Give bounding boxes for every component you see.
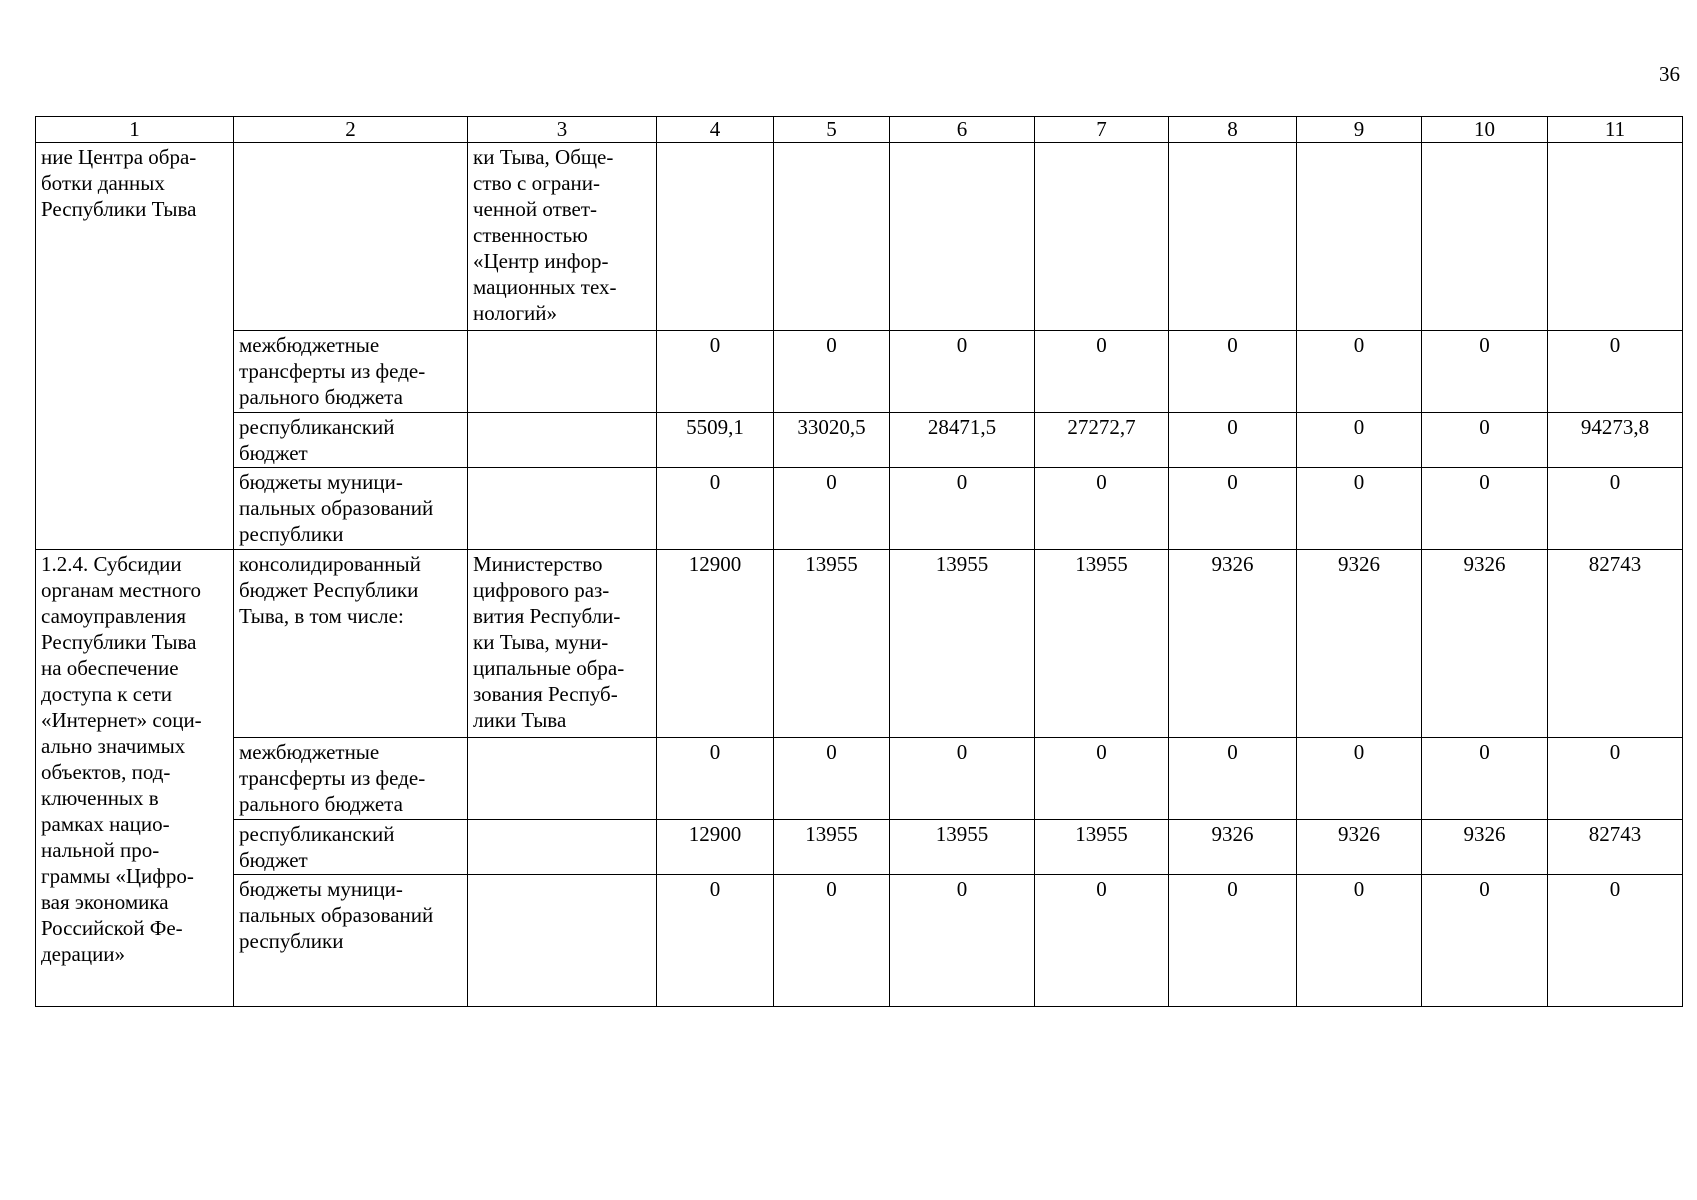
column-header: 1: [36, 117, 234, 143]
value-cell: 0: [890, 738, 1035, 820]
value-cell: 0: [1422, 738, 1548, 820]
table-row: [36, 550, 1683, 738]
value-cell: 0: [1035, 875, 1169, 1007]
funding-source-cell: бюджеты муници- пальных образований республики: [234, 468, 468, 550]
page-number: 36: [1659, 62, 1680, 86]
executor-cell: [468, 331, 657, 413]
value-cell: 0: [1169, 413, 1297, 468]
table-row: [36, 413, 1683, 468]
value-cell: 0: [1169, 468, 1297, 550]
value-cell: 33020,5: [774, 413, 890, 468]
column-header: 11: [1548, 117, 1683, 143]
value-cell: 0: [774, 875, 890, 1007]
table-row: [36, 875, 1683, 1007]
value-cell: 13955: [774, 550, 890, 738]
column-header: 8: [1169, 117, 1297, 143]
measure-name-cell: ние Центра обра- ботки данных Республики Тыва: [36, 143, 234, 550]
value-cell: [1548, 143, 1683, 331]
value-cell: 0: [1297, 468, 1422, 550]
value-cell: 0: [1548, 875, 1683, 1007]
budget-table: [35, 116, 1683, 1007]
executor-cell: ки Тыва, Обще- ство с ограни- ченной ответ- ственностью «Центр инфор- мационных тех- нологий»: [468, 143, 657, 331]
value-cell: 0: [657, 738, 774, 820]
value-cell: 0: [1297, 331, 1422, 413]
measure-name-cell: 1.2.4. Субсидии органам местного самоуправления Республики Тыва на обеспечение доступа к сети «Интернет» соци- ально значимых объектов, под- ключенных в рамках нацио- нальной про- граммы «Цифро- вая экономика Российской Фе- дерации»: [36, 550, 234, 1007]
value-cell: 0: [1548, 738, 1683, 820]
value-cell: 0: [1422, 413, 1548, 468]
value-cell: [1035, 143, 1169, 331]
value-cell: 9326: [1422, 550, 1548, 738]
funding-source-cell: консолидированный бюджет Республики Тыва, в том числе:: [234, 550, 468, 738]
value-cell: 13955: [1035, 550, 1169, 738]
executor-cell: [468, 413, 657, 468]
value-cell: 0: [1548, 468, 1683, 550]
value-cell: [1422, 143, 1548, 331]
executor-cell: [468, 468, 657, 550]
value-cell: 9326: [1297, 820, 1422, 875]
table-row: [36, 143, 1683, 331]
value-cell: 0: [1035, 468, 1169, 550]
value-cell: 0: [657, 468, 774, 550]
value-cell: 0: [657, 875, 774, 1007]
value-cell: 0: [1422, 331, 1548, 413]
value-cell: 13955: [1035, 820, 1169, 875]
funding-source-cell: республиканский бюджет: [234, 413, 468, 468]
value-cell: 0: [1422, 875, 1548, 1007]
value-cell: 0: [1035, 331, 1169, 413]
value-cell: 5509,1: [657, 413, 774, 468]
column-header: 10: [1422, 117, 1548, 143]
executor-cell: Министерство цифрового раз- вития Республи- ки Тыва, муни- ципальные обра- зования Респуб- лики Тыва: [468, 550, 657, 738]
value-cell: 0: [1548, 331, 1683, 413]
value-cell: 0: [1297, 738, 1422, 820]
funding-source-cell: [234, 143, 468, 331]
value-cell: 0: [774, 331, 890, 413]
value-cell: 0: [1169, 875, 1297, 1007]
column-header: 6: [890, 117, 1035, 143]
value-cell: 9326: [1422, 820, 1548, 875]
funding-source-cell: бюджеты муници- пальных образований республики: [234, 875, 468, 1007]
funding-source-cell: межбюджетные трансферты из феде- рального бюджета: [234, 331, 468, 413]
value-cell: 0: [774, 468, 890, 550]
executor-cell: [468, 820, 657, 875]
value-cell: 0: [890, 875, 1035, 1007]
funding-source-cell: республиканский бюджет: [234, 820, 468, 875]
value-cell: 82743: [1548, 820, 1683, 875]
value-cell: 0: [1297, 875, 1422, 1007]
value-cell: [890, 143, 1035, 331]
value-cell: 12900: [657, 550, 774, 738]
value-cell: [1169, 143, 1297, 331]
value-cell: [774, 143, 890, 331]
value-cell: 9326: [1169, 820, 1297, 875]
column-header: 9: [1297, 117, 1422, 143]
value-cell: 27272,7: [1035, 413, 1169, 468]
value-cell: [1297, 143, 1422, 331]
value-cell: 0: [1035, 738, 1169, 820]
value-cell: 13955: [890, 550, 1035, 738]
column-header: 4: [657, 117, 774, 143]
value-cell: 0: [774, 738, 890, 820]
value-cell: 94273,8: [1548, 413, 1683, 468]
value-cell: [657, 143, 774, 331]
column-header: 7: [1035, 117, 1169, 143]
table-row: [36, 738, 1683, 820]
value-cell: 0: [1169, 738, 1297, 820]
table-row: [36, 820, 1683, 875]
value-cell: 0: [657, 331, 774, 413]
funding-source-cell: межбюджетные трансферты из феде- рального бюджета: [234, 738, 468, 820]
executor-cell: [468, 875, 657, 1007]
column-number-header: [36, 117, 1683, 143]
value-cell: 0: [890, 331, 1035, 413]
value-cell: 12900: [657, 820, 774, 875]
value-cell: 0: [1422, 468, 1548, 550]
value-cell: 0: [890, 468, 1035, 550]
value-cell: 13955: [774, 820, 890, 875]
value-cell: 9326: [1169, 550, 1297, 738]
table-row: [36, 331, 1683, 413]
column-header: 3: [468, 117, 657, 143]
value-cell: 0: [1297, 413, 1422, 468]
executor-cell: [468, 738, 657, 820]
value-cell: 13955: [890, 820, 1035, 875]
value-cell: 0: [1169, 331, 1297, 413]
column-header: 5: [774, 117, 890, 143]
value-cell: 82743: [1548, 550, 1683, 738]
value-cell: 9326: [1297, 550, 1422, 738]
table-row: [36, 468, 1683, 550]
column-header: 2: [234, 117, 468, 143]
value-cell: 28471,5: [890, 413, 1035, 468]
